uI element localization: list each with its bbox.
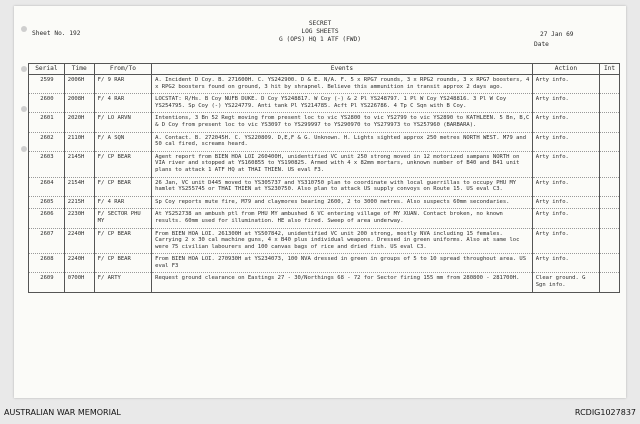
date-label: Date: [534, 41, 549, 48]
cell-events: Request ground clearance on Eastings 27 - 30/Northings 68 - 72 for Sector firing 155 mm from 280800 - 281700H.: [152, 273, 533, 292]
cell-action: Arty info.: [532, 209, 599, 228]
cell-action: Arty info.: [532, 113, 599, 132]
cell-serial: 2603: [29, 151, 65, 177]
binder-hole: [21, 106, 27, 112]
cell-from-to: F/ CP BEAR: [94, 177, 152, 196]
sheet-number: 192: [69, 30, 81, 37]
secret-marking: SECRET: [308, 20, 332, 27]
log-sheet-paper: [14, 6, 626, 398]
cell-from-to: F/ 4 RAR: [94, 196, 152, 209]
cell-from-to: F/ CP BEAR: [94, 254, 152, 273]
cell-serial: 2609: [29, 273, 65, 292]
cell-serial: 2606: [29, 209, 65, 228]
cell-from-to: F/ 4 RAR: [94, 94, 152, 113]
archive-name: AUSTRALIAN WAR MEMORIAL: [4, 408, 121, 417]
cell-serial: 2602: [29, 132, 65, 151]
cell-from-to: F/ CP BEAR: [94, 228, 152, 254]
cell-time: 2020H: [64, 113, 94, 132]
cell-serial: 2601: [29, 113, 65, 132]
cell-events: A. Incident D Coy. B. 271600H. C. YS242900. D & E. N/A. F. 5 x RPG7 rounds, 3 x RPG2 rounds, 3 x RPG7 boosters, 4 x RPG2 boosters found on ground, 3 hit by shrapnel. Believe this ammunition in transit approx 2 days ago.: [152, 75, 533, 94]
cell-int: [600, 209, 620, 228]
doc-subtitle: G (OPS) HQ 1 ATF (FWD): [279, 36, 361, 43]
binder-hole: [21, 66, 27, 72]
cell-time: 2110H: [64, 132, 94, 151]
cell-int: [600, 75, 620, 94]
cell-from-to: F/ ARTY: [94, 273, 152, 292]
cell-action: Arty info.: [532, 94, 599, 113]
cell-time: 2240H: [64, 254, 94, 273]
cell-from-to: F/ 9 RAR: [94, 75, 152, 94]
cell-from-to: F/ CP BEAR: [94, 151, 152, 177]
cell-serial: 2607: [29, 228, 65, 254]
cell-events: From BIEN HOA LOI. 261300H at YS507842, unidentified VC unit 200 strong, mostly NVA including 15 females. Carrying 2 x 30 cal machine guns, 4 x B40 plus individual weapons. Dressed in green uniforms. Also at same loc were 75 civilian labourers and 100 canvas bags of rice and dried fish. US eval C3.: [152, 228, 533, 254]
cell-time: 2240H: [64, 228, 94, 254]
cell-serial: 2600: [29, 94, 65, 113]
cell-int: [600, 132, 620, 151]
cell-from-to: F/ LO ARVN: [94, 113, 152, 132]
cell-action: Arty info.: [532, 254, 599, 273]
doc-title: LOG SHEETS: [301, 28, 339, 35]
table-row: [29, 209, 620, 228]
table-row: [29, 132, 620, 151]
cell-events: From BIEN HOA LOI. 270930H at YS234073, 100 NVA dressed in green in groups of 5 to 10 spread throughout area. US eval F3: [152, 254, 533, 273]
cell-time: 0700H: [64, 273, 94, 292]
binder-hole: [21, 146, 27, 152]
table-row: [29, 94, 620, 113]
cell-from-to: F/ A SQN: [94, 132, 152, 151]
table-row: [29, 113, 620, 132]
table-header-row: [29, 64, 620, 75]
cell-events: Agent report from BIEN HOA LOI 260400H, unidentified VC unit 250 strong moved in 12 motorized sampans NORTH on VIA river and stopped at YS160855 to YS190825. Armed with 4 x 82mm mortars, unknown number of B40 and B41 unit plans to attack 1 ATF HQ at THAI THIEN. US eval F3.: [152, 151, 533, 177]
cell-action: Arty info.: [532, 75, 599, 94]
cell-action: Arty info.: [532, 228, 599, 254]
cell-events: Sp Coy reports mute fire, M79 and claymores bearing 2600, 2 to 3000 metres. Also suspects 60mm secondaries.: [152, 196, 533, 209]
cell-int: [600, 254, 620, 273]
sheet-header: [14, 6, 626, 64]
cell-events: LOCSTAT: R/Hs. B Coy NUFB DUKE. D Coy YS248817. W Coy (-) & 2 Pl YS248797. 1 Pl W Coy YS248816. 3 Pl W Coy YS254795. Sp Coy (-) YS224779. Anti tank Pl YS214785. Acft Pl YS226786. 4 Tp C Sqn with B Coy.: [152, 94, 533, 113]
cell-time: 2230H: [64, 209, 94, 228]
table-row: [29, 75, 620, 94]
cell-serial: 2605: [29, 196, 65, 209]
cell-int: [600, 273, 620, 292]
cell-int: [600, 151, 620, 177]
cell-action: Arty info.: [532, 132, 599, 151]
archive-reference: RCDIG1027837: [574, 408, 636, 417]
col-serial: Serial: [29, 64, 65, 75]
table-row: [29, 177, 620, 196]
cell-serial: 2604: [29, 177, 65, 196]
col-from-to: From/To: [94, 64, 152, 75]
col-events: Events: [152, 64, 533, 75]
cell-time: 2154H: [64, 177, 94, 196]
col-action: Action: [532, 64, 599, 75]
cell-int: [600, 228, 620, 254]
cell-int: [600, 177, 620, 196]
cell-time: 2006H: [64, 75, 94, 94]
table-row: [29, 273, 620, 292]
table-row: [29, 228, 620, 254]
cell-from-to: F/ SECTOR PHU MY: [94, 209, 152, 228]
col-time: Time: [64, 64, 94, 75]
cell-int: [600, 196, 620, 209]
table-row: [29, 254, 620, 273]
cell-action: Arty info.: [532, 196, 599, 209]
cell-action: Clear ground. G Sgn info.: [532, 273, 599, 292]
sheet-label: Sheet No.: [32, 30, 66, 37]
cell-action: Arty info.: [532, 177, 599, 196]
table-row: [29, 196, 620, 209]
log-table: [28, 63, 620, 293]
cell-events: A. Contact. B. 272045H. C. YS220809. D,E,F & G. Unknown. H. Lights sighted approx 250 metres NORTH WEST. M79 and 50 cal fired, screams heard.: [152, 132, 533, 151]
cell-serial: 2608: [29, 254, 65, 273]
cell-int: [600, 113, 620, 132]
cell-time: 2008H: [64, 94, 94, 113]
cell-time: 2145H: [64, 151, 94, 177]
cell-events: Intentions, 3 Bn 52 Regt moving from present loc to vic YS2800 to vic YS2799 to vic YS2890 to KATHLEEN. 5 Bn, B,C & D Coy from present loc to vic YS3097 to YS299997 to YS290970 to YS279973 to YS257960 (BARBARA).: [152, 113, 533, 132]
cell-int: [600, 94, 620, 113]
col-int: Int: [600, 64, 620, 75]
cell-events: At YS252738 an ambush ptl from PHU MY ambushed 6 VC entering village of MY XUAN. Contact broken, no known results. 60mm used for illumination. HE also fired. Sweep of area underway.: [152, 209, 533, 228]
table-row: [29, 151, 620, 177]
cell-serial: 2599: [29, 75, 65, 94]
date-value: 27 Jan 69: [540, 31, 574, 38]
cell-events: 26 Jan, VC unit D445 moved to YS305737 and YS310750 plan to coordinate with local guerrillas to occupy PHU MY hamlet YS255745 or THAI THIEN at YS230750. Also plan to attack US supply convoys on Route 15. US eval C3.: [152, 177, 533, 196]
cell-time: 2215H: [64, 196, 94, 209]
cell-action: Arty info.: [532, 151, 599, 177]
